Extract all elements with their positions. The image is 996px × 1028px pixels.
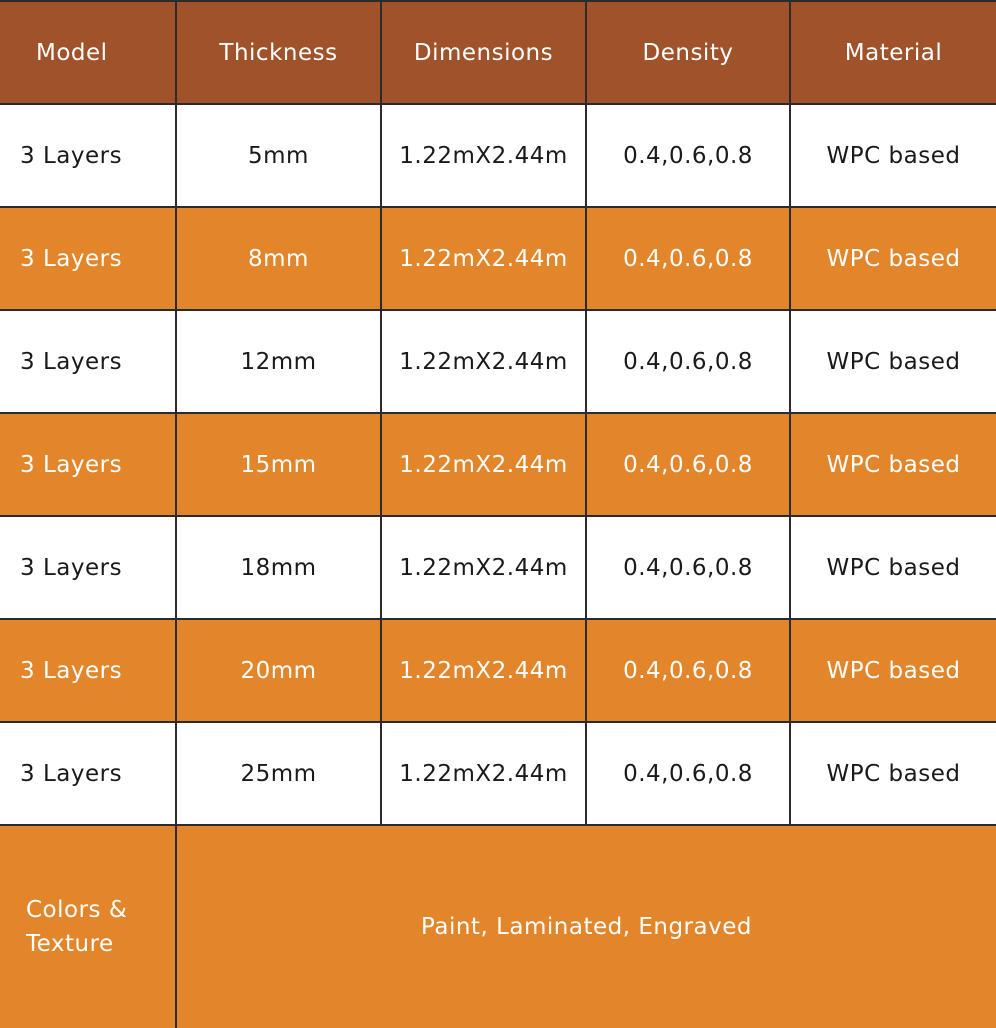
dimensions-cell: 1.22mX2.44m bbox=[381, 310, 586, 413]
density-cell: 0.4,0.6,0.8 bbox=[586, 619, 790, 722]
model-cell: 3 Layers bbox=[0, 619, 176, 722]
column-header-material: Material bbox=[790, 1, 996, 104]
colors-texture-row bbox=[0, 825, 996, 1028]
table-row bbox=[0, 722, 996, 825]
material-cell: WPC based bbox=[790, 104, 996, 207]
thickness-cell: 25mm bbox=[176, 722, 381, 825]
density-cell: 0.4,0.6,0.8 bbox=[586, 207, 790, 310]
table-row bbox=[0, 310, 996, 413]
dimensions-cell: 1.22mX2.44m bbox=[381, 104, 586, 207]
colors-texture-label: Colors & Texture bbox=[0, 825, 176, 1028]
model-cell: 3 Layers bbox=[0, 413, 176, 516]
thickness-cell: 20mm bbox=[176, 619, 381, 722]
density-cell: 0.4,0.6,0.8 bbox=[586, 722, 790, 825]
density-cell: 0.4,0.6,0.8 bbox=[586, 104, 790, 207]
table-row bbox=[0, 619, 996, 722]
thickness-cell: 15mm bbox=[176, 413, 381, 516]
column-header-thickness: Thickness bbox=[176, 1, 381, 104]
colors-texture-value: Paint, Laminated, Engraved bbox=[176, 825, 996, 1028]
dimensions-cell: 1.22mX2.44m bbox=[381, 413, 586, 516]
table-header-row bbox=[0, 1, 996, 104]
table-row bbox=[0, 516, 996, 619]
material-cell: WPC based bbox=[790, 722, 996, 825]
material-cell: WPC based bbox=[790, 413, 996, 516]
material-cell: WPC based bbox=[790, 619, 996, 722]
column-header-density: Density bbox=[586, 1, 790, 104]
model-cell: 3 Layers bbox=[0, 310, 176, 413]
thickness-cell: 18mm bbox=[176, 516, 381, 619]
model-cell: 3 Layers bbox=[0, 516, 176, 619]
dimensions-cell: 1.22mX2.44m bbox=[381, 619, 586, 722]
dimensions-cell: 1.22mX2.44m bbox=[381, 207, 586, 310]
thickness-cell: 8mm bbox=[176, 207, 381, 310]
dimensions-cell: 1.22mX2.44m bbox=[381, 722, 586, 825]
model-cell: 3 Layers bbox=[0, 722, 176, 825]
density-cell: 0.4,0.6,0.8 bbox=[586, 516, 790, 619]
density-cell: 0.4,0.6,0.8 bbox=[586, 310, 790, 413]
dimensions-cell: 1.22mX2.44m bbox=[381, 516, 586, 619]
density-cell: 0.4,0.6,0.8 bbox=[586, 413, 790, 516]
column-header-dimensions: Dimensions bbox=[381, 1, 586, 104]
material-cell: WPC based bbox=[790, 207, 996, 310]
table-row bbox=[0, 413, 996, 516]
thickness-cell: 12mm bbox=[176, 310, 381, 413]
material-cell: WPC based bbox=[790, 310, 996, 413]
model-cell: 3 Layers bbox=[0, 104, 176, 207]
material-cell: WPC based bbox=[790, 516, 996, 619]
table-row bbox=[0, 207, 996, 310]
model-cell: 3 Layers bbox=[0, 207, 176, 310]
column-header-model: Model bbox=[0, 1, 176, 104]
thickness-cell: 5mm bbox=[176, 104, 381, 207]
table-row bbox=[0, 104, 996, 207]
